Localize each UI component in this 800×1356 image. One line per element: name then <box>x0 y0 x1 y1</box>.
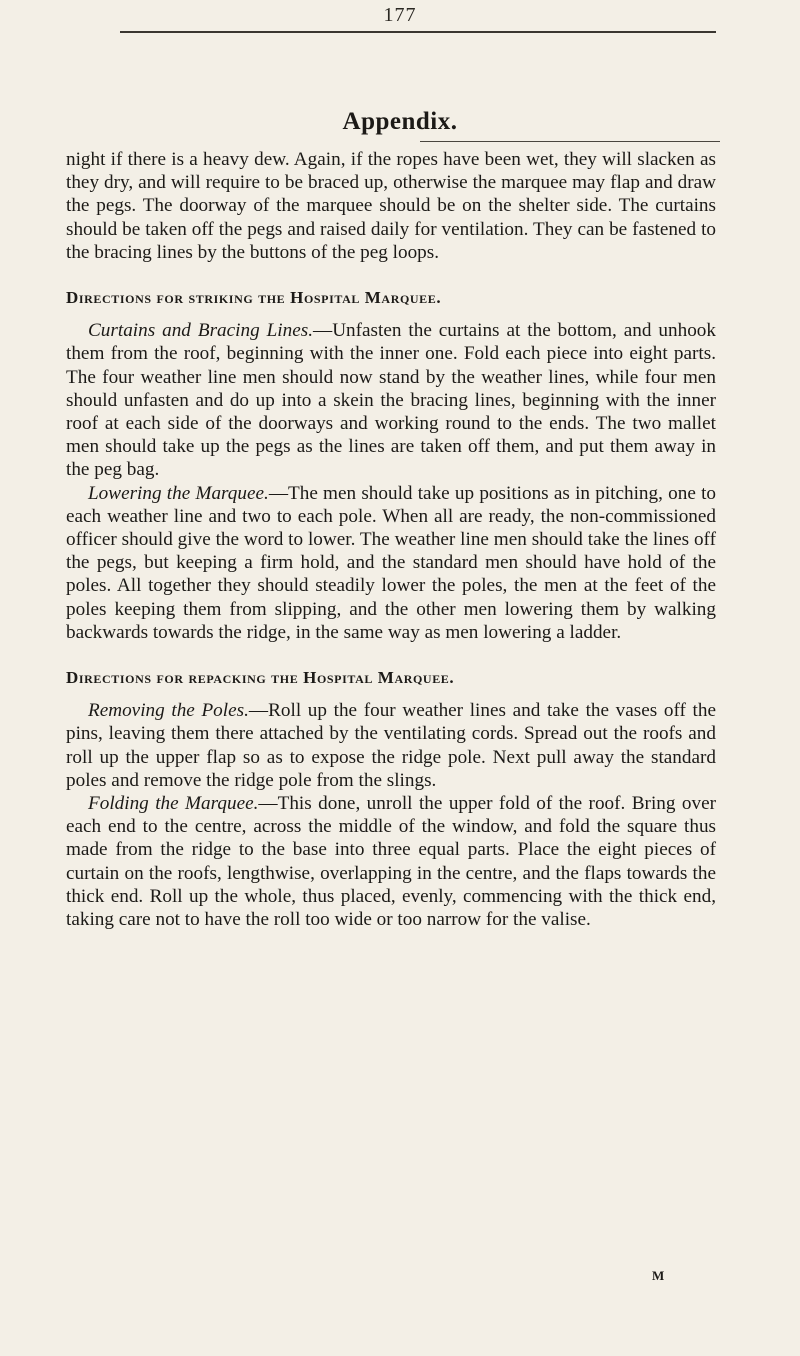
run-in-heading: Removing the Poles. <box>88 700 249 722</box>
running-head: Appendix. <box>342 108 458 135</box>
paragraph-body: —This done, unroll the upper fold of the roof. Bring over each end to the centre, across the middle of the window, and fold the square thus made from the ridge to the base into three equal parts. Place the eight pieces of curtain on the roofs, lengthwise, overlapping in the centre, and the flaps towards the thick end. Roll up the whole, thus placed, evenly, commencing with the thick end, taking care not to have the roll too wide or too narrow for the valise. <box>66 793 716 931</box>
section-heading-striking: Directions for striking the Hospital Marquee. <box>66 288 442 308</box>
running-head-rule <box>420 141 720 142</box>
run-in-heading: Lowering the Marquee. <box>88 482 269 504</box>
run-in-heading: Curtains and Bracing Lines. <box>88 320 313 342</box>
paragraph-body: —Roll up the four weather lines and take the vases off the pins, leaving them there attached by the ventilating cords. Spread out the roofs and roll up the upper flap so as to expose the ridge pole. Next pull away the standard poles and remove the ridge pole from the slings. <box>66 700 716 791</box>
run-in-heading: Folding the Marquee. <box>88 793 259 815</box>
opening-paragraph: night if there is a heavy dew. Again, if the ropes have been wet, they will slacken as they dry, and will require to be braced up, otherwise the marquee may flap and draw the pegs. The doorway of the marquee should be on the shelter side. The curtains should be taken off the pegs and raised daily for ventilation. They can be fastened to the bracing lines by the buttons of the peg loops. <box>66 149 716 263</box>
paragraph-curtains <box>66 319 716 481</box>
signature-mark: M <box>652 1268 665 1283</box>
body-text <box>66 148 716 931</box>
page-number: 177 <box>383 4 417 26</box>
paragraph-body: —The men should take up positions as in pitching, one to each weather line and two to each pole. When all are ready, the non-commissioned officer should give the word to lower. The weather line men should take the lines off the pegs, but keeping a firm hold, and the standard men should have hold of the poles. All together they should steadily lower the poles, the men at the feet of the poles keeping them from slipping, and the other men lowering them by walking backwards towards the ridge, in the same way as men lowering a ladder. <box>66 482 716 643</box>
paragraph-body: —Unfasten the curtains at the bottom, and unhook them from the roof, beginning with the inner one. Fold each piece into eight parts. The four weather line men should now stand by the weather lines, while four men should unfasten and do up into a skein the bracing lines, beginning with the inner roof at each side of the doorways and working round to the ends. The two mallet men should take up the pegs as the lines are taken off them, and put them away in the peg bag. <box>66 320 716 481</box>
paragraph-lowering <box>66 482 716 644</box>
header-rule <box>120 31 716 33</box>
section-heading-repacking: Directions for repacking the Hospital Marquee. <box>66 668 455 688</box>
paragraph-folding <box>66 792 716 931</box>
paragraph-removing-poles <box>66 699 716 792</box>
